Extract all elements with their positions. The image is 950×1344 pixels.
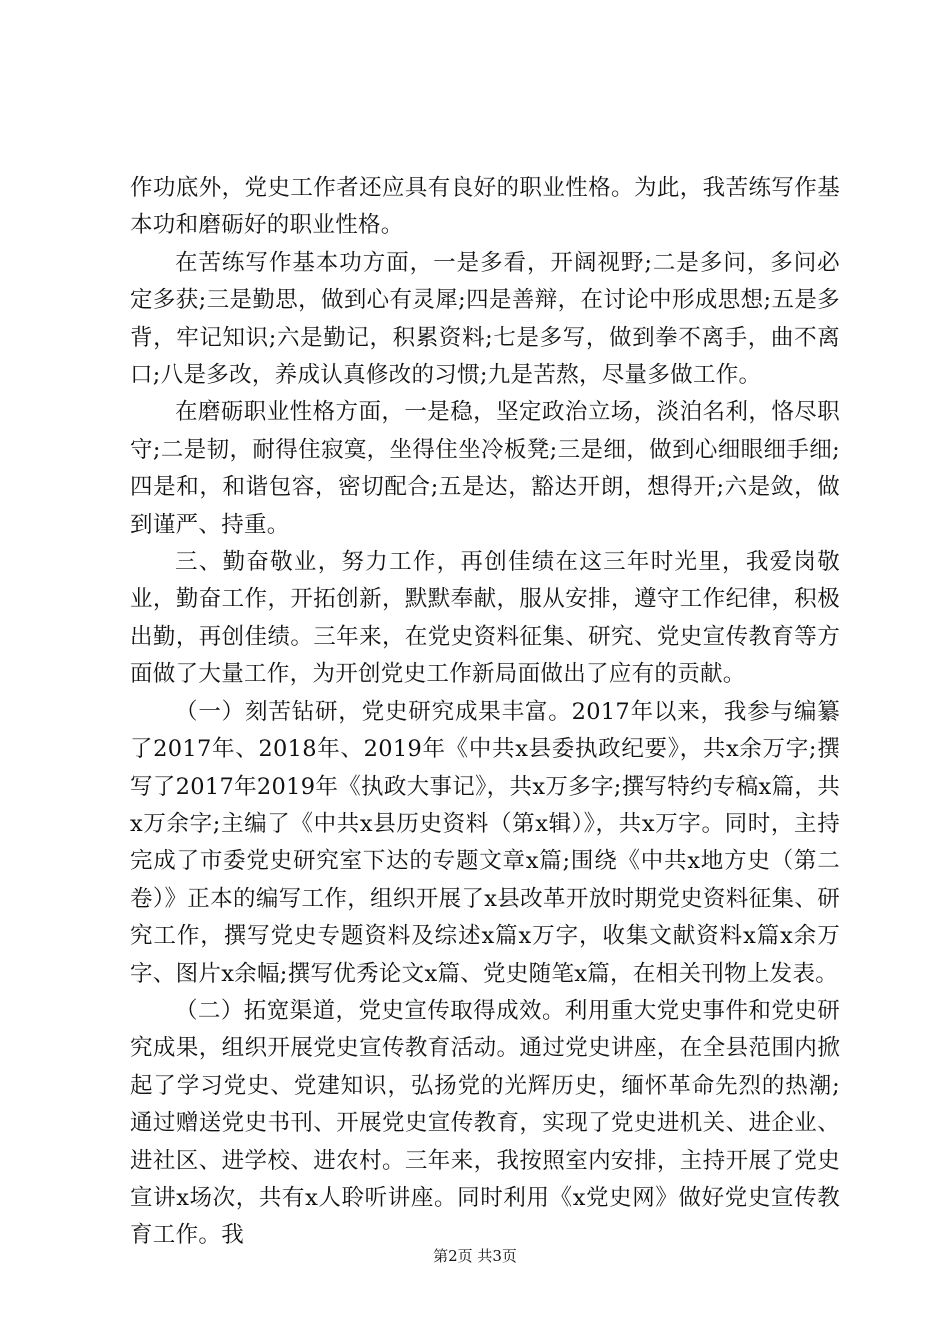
paragraph-section-three: 三、勤奋敬业，努力工作，再创佳绩在这三年时光里，我爱岗敬业，勤奋工作，开拓创新，默默奉献，服从安排，遵守工作纪律，积极出勤，再创佳绩。三年来，在党史资料征集、研究、党史宣传教育等方面做了大量工作，为开创党史工作新局面做出了应有的贡献。 xyxy=(130,549,840,688)
paragraph-publicity: （二）拓宽渠道，党史宣传取得成效。利用重大党史事件和党史研究成果，组织开展党史宣传教育活动。通过党史讲座，在全县范围内掀起了学习党史、党建知识，弘扬党的光辉历史，缅怀革命先烈的热潮;通过赠送党史书刊、开展党史宣传教育，实现了党史进机关、进企业、进社区、进学校、进农村。三年来，我按照室内安排，主持开展了党史宣讲x场次，共有x人聆听讲座。同时利用《x党史网》做好党史宣传教育工作。我 xyxy=(130,997,840,1249)
document-body xyxy=(130,170,840,1255)
paragraph-continuation: 作功底外，党史工作者还应具有良好的职业性格。为此，我苦练写作基本功和磨砺好的职业性格。 xyxy=(130,175,840,239)
paragraph-writing-skills: 在苦练写作基本功方面，一是多看，开阔视野;二是多问，多问必定多获;三是勤思，做到心有灵犀;四是善辩，在讨论中形成思想;五是多背，牢记知识;六是勤记，积累资料;七是多写，做到拳不离手，曲不离口;八是多改，养成认真修改的习惯;九是苦熬，尽量多做工作。 xyxy=(130,249,840,389)
paragraph-research: （一）刻苦钻研，党史研究成果丰富。2017年以来，我参与编纂了2017年、2018年、2019年《中共x县委执政纪要》，共x余万字;撰写了2017年2019年《执政大事记》，共x万多字;撰写特约专稿x篇，共x万余字;主编了《中共x县历史资料（第x辑）》，共x万字。同时，主持完成了市委党史研究室下达的专题文章x篇;围绕《中共x地方史（第二卷）》正本的编写工作，组织开展了x县改革开放时期党史资料征集、研究工作，撰写党史专题资料及综述x篇x万字，收集文献资料x篇x余万字、图片x余幅;撰写优秀论文x篇、党史随笔x篇，在相关刊物上发表。 xyxy=(130,698,840,987)
page-footer: 第2页 共3页 xyxy=(433,1247,517,1265)
paragraph-character: 在磨砺职业性格方面，一是稳，坚定政治立场，淡泊名利，恪尽职守;二是韧，耐得住寂寞，坐得住坐冷板凳;三是细，做到心细眼细手细;四是和，和谐包容，密切配合;五是达，豁达开朗，想得开;六是敛，做到谨严、持重。 xyxy=(130,399,840,538)
